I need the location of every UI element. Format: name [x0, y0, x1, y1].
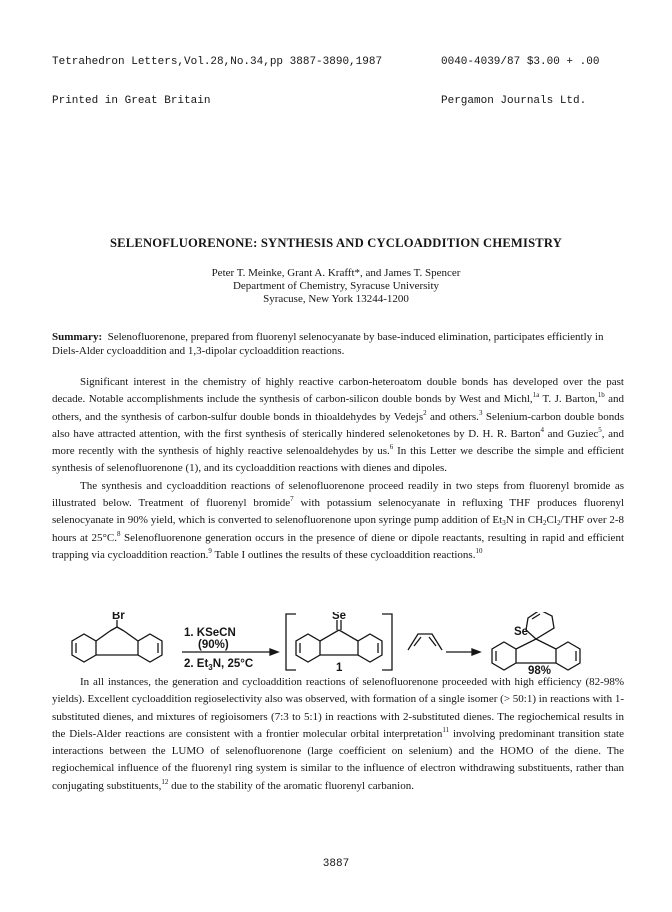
p1-text: In this Letter we describe the simple and efficient synthesis of selenofluorenone (1), and its cycloaddition reactions with dienes and dipoles.: [52, 445, 624, 475]
ref-7: 7: [290, 495, 294, 504]
ref-3: 3: [478, 408, 483, 417]
p2-text: with potassium selenocyanate in refluxing THF produces fluorenyl selenocyanate in 90% yield, which is converted to selenofluorenone upon syringe pump addition of Et: [52, 497, 625, 527]
paragraph-3: [52, 674, 624, 795]
ref-4: 4: [540, 425, 544, 434]
ref-2: 2: [423, 408, 427, 417]
reagent-step-1: 1. KSeCN: [184, 627, 236, 639]
selenium-label-product: Se: [514, 626, 529, 638]
citation-line-1: Tetrahedron Letters,Vol.28,No.34,pp 3887-3890,1987: [52, 56, 383, 68]
selenofluorenone-structure: [286, 612, 392, 674]
paragraph-1: [52, 374, 624, 478]
p2-text: The synthesis and cycloaddition reactions of selenofluorenone proceed readily in two steps from fluorenyl bromide as illustrated below. Treatment of fluorenyl bromide: [52, 479, 624, 510]
citation-line-2: Printed in Great Britain: [52, 95, 211, 107]
summary-label: Summary:: [52, 331, 103, 343]
p2-text: Cl: [546, 514, 557, 527]
ref-12: 12: [161, 777, 169, 786]
author-block: [0, 267, 672, 305]
butadiene-structure: [408, 634, 442, 650]
p3-text: In all instances, the generation and cycloaddition reactions of selenofluorenone proceeded with high efficiency (82-98% yields). Excellent cycloaddition regioselectivity also was observed, with formation of a single isomer (> 50:1) in reactions with 1-substituted dienes, and mixtures of regioisomers (7:3 to 5:1) in reactions with 2-substituted dienes. The regiochemical results in the Diels-Alder reactions are consistent with a frontier molecular orbital interpretation: [52, 676, 624, 740]
p1-text: , and more recently with the synthesis of highly reactive selenoaldehydes by us.: [52, 427, 625, 458]
p1-text: T. J. Barton,: [539, 393, 598, 406]
journal-citation: [52, 30, 382, 121]
paragraph-2: [52, 478, 624, 564]
p1-text: and others, and the synthesis of carbon-sulfur double bonds in thioaldehydes by Vedejs: [52, 393, 624, 423]
author-address: Syracuse, New York 13244-1200: [263, 292, 409, 305]
ref-1a: 1a: [532, 391, 540, 400]
p1-text: Significant interest in the chemistry of highly reactive carbon-heteroatom double bonds has developed over the past decade. Notable accomplishments include the synthesis of carbon-silicon double bonds by West and Michl,: [52, 376, 624, 406]
ref-9: 9: [208, 546, 212, 555]
page-number: 3887: [322, 858, 350, 870]
ref-8: 8: [116, 529, 121, 538]
p2-text: Table I outlines the results of these cycloaddition reactions.: [211, 548, 476, 561]
subscript: 3: [502, 519, 506, 528]
author-department: Department of Chemistry, Syracuse University: [232, 279, 440, 292]
issn-price: 0040-4039/87 $3.00 + .00: [441, 56, 600, 68]
p1-text: and Guziec: [544, 427, 599, 440]
compound-number: 1: [336, 662, 343, 674]
reaction-scheme: [52, 612, 624, 674]
ref-5: 5: [598, 425, 602, 434]
author-names: Peter T. Meinke, Grant A. Krafft*, and James T. Spencer: [211, 267, 461, 279]
results-section: [52, 674, 624, 795]
subscript: 2: [556, 519, 561, 528]
article-title: SELENOFLUORENONE: SYNTHESIS AND CYCLOADDITION CHEMISTRY: [109, 236, 563, 250]
p3-text: due to the stability of the aromatic fluorenyl carbanion.: [168, 779, 414, 792]
intro-section: [52, 374, 624, 564]
summary: [52, 331, 624, 358]
ref-10: 10: [475, 546, 483, 555]
subscript: 2: [543, 519, 547, 528]
ref-11: 11: [442, 725, 450, 734]
publisher-info: [441, 30, 599, 121]
ref-6: 6: [389, 443, 394, 452]
product-yield: 98%: [528, 665, 552, 674]
p3-text: involving predominant transition state interactions between the LUMO of selenofluorenone (large coefficient on selenium) and the HOMO of the diene. The regiochemical influence of the fluorenyl ring system is similar to the influence of electron withdrawing substituents, rather than conjugating substituents,: [52, 727, 624, 792]
p1-text: and others.: [426, 410, 479, 423]
reagent-step-2: 2. $Et_3N$, 25°C: [184, 658, 254, 672]
p2-text: Selenofluorenone generation occurs in the presence of diene or dipole reactants, resulting in rapid and efficient trapping via cycloaddition reaction.: [52, 531, 624, 561]
selenium-label: Se: [332, 612, 347, 622]
bromine-label: Br: [112, 612, 125, 622]
reagent-yield-1: (90%): [198, 639, 229, 651]
fluorenyl-bromide-structure: [72, 612, 162, 662]
publisher-name: Pergamon Journals Ltd.: [441, 95, 587, 107]
p2-text: /THF over 2-8 hours at 25°C.: [52, 514, 625, 544]
p1-text: Selenium-carbon double bonds also have attracted attention, with the first synthesis of sterically hindered selenoketones by D. H. R. Barton: [52, 410, 624, 440]
cycloadduct-structure: [492, 612, 580, 674]
p2-text: N in CH: [505, 514, 544, 527]
ref-1b: 1b: [597, 391, 605, 400]
summary-text: Selenofluorenone, prepared from fluorenyl selenocyanate by base-induced elimination, participates efficiently in Diels-Alder cycloaddition and 1,3-dipolar cycloaddition reactions.: [52, 331, 604, 357]
